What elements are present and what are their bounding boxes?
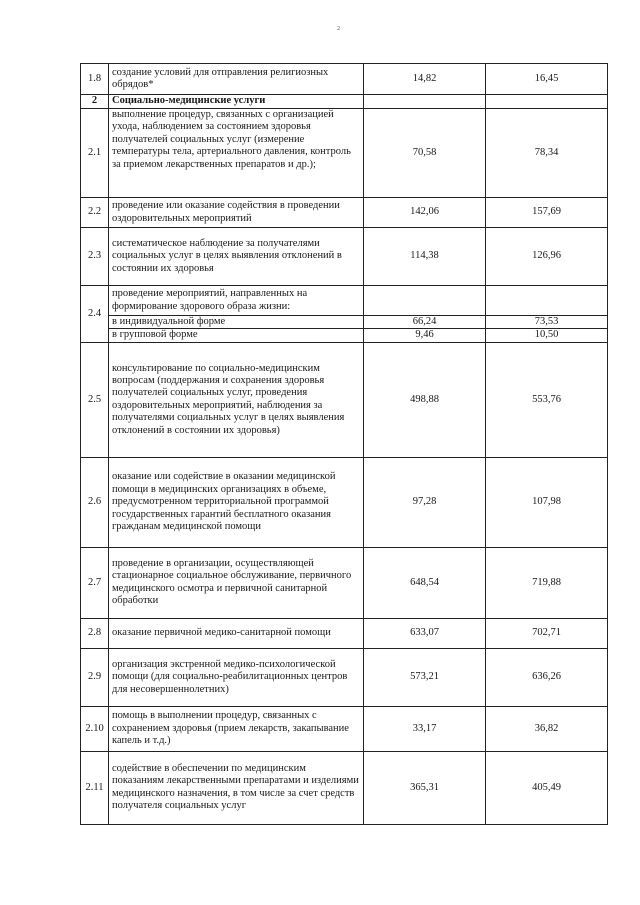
table-row <box>81 228 608 286</box>
sub-service-description: в групповой форме <box>109 329 364 342</box>
price-value-2: 553,76 <box>486 342 608 457</box>
price-value-2 <box>486 286 608 316</box>
table-row <box>81 706 608 751</box>
section-number: 2 <box>81 95 109 109</box>
price-value-1: 633,07 <box>364 618 486 648</box>
section-row <box>81 95 608 109</box>
page-number: 2 <box>337 26 340 32</box>
service-description: оказание первичной медико-санитарной помощи <box>109 618 364 648</box>
service-description: помощь в выполнении процедур, связанных с сохранением здоровья (прием лекарств, закапывание капель и т.д.) <box>109 706 364 751</box>
table-row <box>81 64 608 95</box>
price-value-1: 365,31 <box>364 751 486 824</box>
table-row <box>81 342 608 457</box>
price-value-2: 16,45 <box>486 64 608 95</box>
price-value-1: 66,24 <box>364 316 486 329</box>
price-value-2: 126,96 <box>486 228 608 286</box>
price-value-1: 9,46 <box>364 329 486 342</box>
service-description: проведение или оказание содействия в проведении оздоровительных мероприятий <box>109 198 364 228</box>
service-description: выполнение процедур, связанных с организацией ухода, наблюдением за состоянием здоровья получателей социальных услуг (измерение температуры тела, артериального давления, контроль за приемом лекарственных препаратов и др.); <box>109 109 364 198</box>
service-description: систематическое наблюдение за получателями социальных услуг в целях выявления отклонений в состоянии их здоровья <box>109 228 364 286</box>
price-value-1: 114,38 <box>364 228 486 286</box>
row-number: 2.8 <box>81 618 109 648</box>
price-value-2: 36,82 <box>486 706 608 751</box>
table-row <box>81 751 608 824</box>
price-value-2: 405,49 <box>486 751 608 824</box>
row-number: 2.9 <box>81 648 109 706</box>
price-value-2: 107,98 <box>486 457 608 547</box>
row-number: 2.11 <box>81 751 109 824</box>
table-row <box>81 109 608 198</box>
price-value-2: 157,69 <box>486 198 608 228</box>
price-value-1: 97,28 <box>364 457 486 547</box>
service-description: проведение мероприятий, направленных на формирование здорового образа жизни: <box>109 286 364 316</box>
price-value-1: 498,88 <box>364 342 486 457</box>
price-value-1: 573,21 <box>364 648 486 706</box>
row-number: 2.10 <box>81 706 109 751</box>
price-value-1 <box>364 286 486 316</box>
price-value-1: 70,58 <box>364 109 486 198</box>
table-row <box>81 198 608 228</box>
row-number: 2.1 <box>81 109 109 198</box>
service-description: консультирование по социально-медицинским вопросам (поддержания и сохранения здоровья получателей социальных услуг, проведения оздоровительных мероприятий, наблюдения за получателями социальных услуг в целях выявления отклонений в состоянии их здоровья) <box>109 342 364 457</box>
table-row <box>81 648 608 706</box>
service-description: проведение в организации, осуществляющей стационарное социальное обслуживание, первичного медицинского осмотра и первичной санитарной обработки <box>109 547 364 618</box>
table-row <box>81 547 608 618</box>
service-description: организация экстренной медико-психологической помощи (для социально-реабилитационных центров для несовершеннолетних) <box>109 648 364 706</box>
price-value-1: 14,82 <box>364 64 486 95</box>
price-value-2 <box>486 95 608 109</box>
row-number: 2.6 <box>81 457 109 547</box>
row-number: 2.7 <box>81 547 109 618</box>
price-value-1 <box>364 95 486 109</box>
service-description: создание условий для отправления религиозных обрядов* <box>109 64 364 95</box>
service-description: содействие в обеспечении по медицинским показаниям лекарственными препаратами и изделиями медицинского назначения, в том числе за счет средств получателя социальных услуг <box>109 751 364 824</box>
row-number: 2.3 <box>81 228 109 286</box>
price-value-2: 73,53 <box>486 316 608 329</box>
price-value-1: 33,17 <box>364 706 486 751</box>
price-value-2: 702,71 <box>486 618 608 648</box>
table-row <box>81 286 608 316</box>
section-title: Социально-медицинские услуги <box>109 95 364 109</box>
price-value-2: 636,26 <box>486 648 608 706</box>
row-number: 2.2 <box>81 198 109 228</box>
row-number: 2.5 <box>81 342 109 457</box>
table-row <box>81 457 608 547</box>
sub-row <box>81 329 608 342</box>
price-value-2: 719,88 <box>486 547 608 618</box>
row-number: 2.4 <box>81 286 109 343</box>
tariff-table <box>80 63 608 825</box>
price-value-2: 78,34 <box>486 109 608 198</box>
service-description: оказание или содействие в оказании медицинской помощи в медицинских организациях в объеме, предусмотренном территориальной программой государственных гарантий бесплатного оказания гражданам медицинской помощи <box>109 457 364 547</box>
sub-service-description: в индивидуальной форме <box>109 316 364 329</box>
sub-row <box>81 316 608 329</box>
price-value-2: 10,50 <box>486 329 608 342</box>
price-value-1: 142,06 <box>364 198 486 228</box>
price-value-1: 648,54 <box>364 547 486 618</box>
table-row <box>81 618 608 648</box>
row-number: 1.8 <box>81 64 109 95</box>
